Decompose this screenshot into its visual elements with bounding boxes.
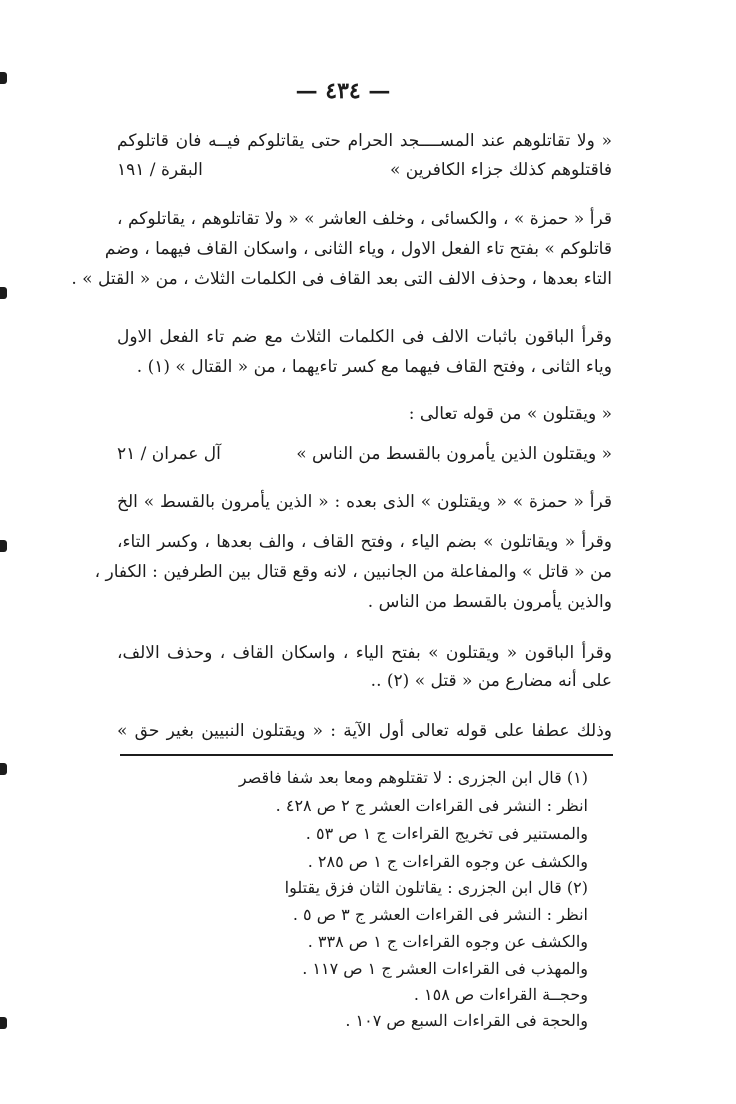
paragraph-line: وذلك عطفا على قوله تعالى أول الآية : « ويقتلون النبيين بغير حق » [117,721,612,741]
footnote-line: والكشف عن وجوه القراءات ج ١ ص ٢٨٥ . [307,852,588,871]
paragraph-line: وقرأ « ويقاتلون » بضم الياء ، وفتح القاف ، والف بعدها ، وكسر التاء، [117,532,612,552]
paragraph-line: قاتلوكم » بفتح تاء الفعل الاول ، وياء الثانى ، واسكان القاف فيهما ، وضم [104,239,612,259]
verse-line-with-reference [117,157,612,183]
paragraph-line: وقرأ الباقون باثبات الالف فى الكلمات الثلاث مع ضم تاء الفعل الاول [117,327,612,347]
footnote-line: (١) قال ابن الجزرى : لا تقتلوهم ومعا بعد شفا فاقصر [238,768,588,787]
verse-reference: البقرة / ١٩١ [117,160,203,180]
footnote-line: انظر : النشر فى القراءات العشر ج ٣ ص ٥ . [292,905,588,924]
footnote-line: وحجــة القراءات ص ١٥٨ . [413,985,588,1004]
binding-mark [0,1017,7,1029]
footnote-line: والحجة فى القراءات السبع ص ١٠٧ . [345,1011,588,1030]
verse-line: « ولا تقاتلوهم عند المســــجد الحرام حتى يقاتلوكم فيــه فان قاتلوكم [117,131,612,151]
binding-mark [0,540,7,552]
paragraph-line: قرأ « حمزة » « ويقتلون » الذى بعده : « الذين يأمرون بالقسط » الخ [117,492,612,512]
paragraph-line: على أنه مضارع من « قتل » (٢) .. [370,671,612,691]
verse-text: « ويقتلون الذين يأمرون بالقسط من الناس » [296,444,612,464]
paragraph-line: التاء بعدها ، وحذف الالف التى بعد القاف فى الكلمات الثلاث ، من « القتل » . [71,269,612,289]
verse-reference: آل عمران / ٢١ [117,444,221,464]
paragraph-line: وياء الثانى ، وفتح القاف فيهما مع كسر تاءيهما ، من « القتال » (١) . [136,357,612,377]
paragraph-line: قرأ « حمزة » ، والكسائى ، وخلف العاشر » « ولا تقاتلوهم ، يقاتلوكم ، [117,209,612,229]
footnote-line: والمستنير فى تخريج القراءات ج ١ ص ٥٣ . [305,824,588,843]
verse-heading: « ويقتلون » من قوله تعالى : [408,404,612,424]
binding-mark [0,287,7,299]
paragraph-line: وقرأ الباقون « ويقتلون » بفتح الياء ، واسكان القاف ، وحذف الالف، [117,643,612,663]
footnote-divider [120,754,613,756]
verse-text: فاقتلوهم كذلك جزاء الكافرين » [389,160,612,180]
paragraph-line: والذين يأمرون بالقسط من الناس . [367,592,612,612]
footnote-line: والمهذب فى القراءات العشر ج ١ ص ١١٧ . [302,959,588,978]
footnote-line: والكشف عن وجوه القراءات ج ١ ص ٣٣٨ . [307,932,588,951]
page-number: — ٤٣٤ — [295,78,391,104]
paragraph-line: من « قاتل » والمفاعلة من الجانبين ، لانه وقع قتال بين الطرفين : الكفار ، [94,562,612,582]
binding-mark [0,72,7,84]
binding-mark [0,763,7,775]
footnote-line: (٢) قال ابن الجزرى : يقاتلون الثان فزق يقتلوا [284,878,588,897]
footnote-line: انظر : النشر فى القراءات العشر ج ٢ ص ٤٢٨ . [275,796,588,815]
verse-line-with-reference [117,441,612,467]
